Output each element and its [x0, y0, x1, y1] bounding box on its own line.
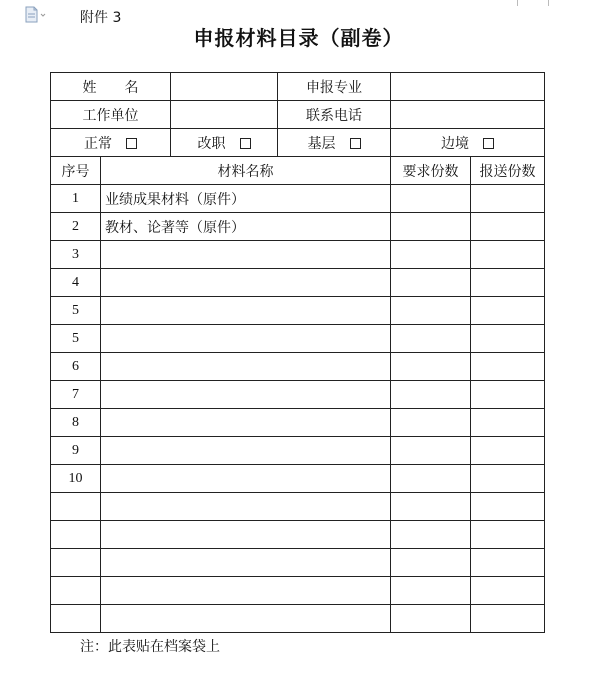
submitted-copies-cell[interactable] — [471, 269, 545, 297]
row-number: 10 — [51, 465, 101, 493]
table-row — [51, 269, 545, 297]
submitted-copies-cell[interactable] — [471, 213, 545, 241]
checkbox[interactable] — [350, 138, 361, 149]
required-copies-cell[interactable] — [391, 353, 471, 381]
row-number — [51, 549, 101, 577]
submitted-copies-cell[interactable] — [471, 353, 545, 381]
table-row — [51, 437, 545, 465]
submitted-copies-cell[interactable] — [471, 297, 545, 325]
material-name-cell[interactable] — [101, 297, 391, 325]
table-row — [51, 213, 545, 241]
row-number: 8 — [51, 409, 101, 437]
category-grassroots[interactable] — [278, 129, 391, 157]
category-row — [51, 129, 545, 157]
material-name-cell[interactable] — [101, 381, 391, 409]
table-row — [51, 325, 545, 353]
material-name-cell[interactable] — [101, 605, 391, 633]
col-header-material-name: 材料名称 — [101, 157, 391, 185]
info-row — [51, 101, 545, 129]
submitted-copies-cell[interactable] — [471, 465, 545, 493]
material-name-cell[interactable] — [101, 549, 391, 577]
margin-corner-mark — [548, 0, 549, 6]
info-row — [51, 73, 545, 101]
submitted-copies-cell[interactable] — [471, 521, 545, 549]
row-number: 9 — [51, 437, 101, 465]
table-row — [51, 297, 545, 325]
row-number: 3 — [51, 241, 101, 269]
name-field[interactable] — [171, 73, 278, 101]
required-copies-cell[interactable] — [391, 577, 471, 605]
phone-label: 联系电话 — [278, 101, 391, 129]
document-title: 申报材料目录（副卷） — [193, 26, 404, 50]
required-copies-cell[interactable] — [391, 465, 471, 493]
required-copies-cell[interactable] — [391, 297, 471, 325]
submitted-copies-cell[interactable] — [471, 605, 545, 633]
submitted-copies-cell[interactable] — [471, 325, 545, 353]
material-name-cell[interactable] — [101, 521, 391, 549]
row-number — [51, 577, 101, 605]
category-border[interactable] — [391, 129, 545, 157]
submitted-copies-cell[interactable] — [471, 577, 545, 605]
material-name-cell[interactable] — [101, 465, 391, 493]
required-copies-cell[interactable] — [391, 325, 471, 353]
category-label: 基层 — [307, 135, 336, 152]
phone-field[interactable] — [391, 101, 545, 129]
table-row — [51, 465, 545, 493]
required-copies-cell[interactable] — [391, 241, 471, 269]
material-name-cell[interactable] — [101, 269, 391, 297]
submitted-copies-cell[interactable] — [471, 409, 545, 437]
table-row — [51, 605, 545, 633]
submitted-copies-cell[interactable] — [471, 549, 545, 577]
required-copies-cell[interactable] — [391, 409, 471, 437]
material-name-cell[interactable]: 教材、论著等（原件） — [101, 213, 391, 241]
submitted-copies-cell[interactable] — [471, 381, 545, 409]
required-copies-cell[interactable] — [391, 521, 471, 549]
unit-field[interactable] — [171, 101, 278, 129]
row-number: 4 — [51, 269, 101, 297]
required-copies-cell[interactable] — [391, 213, 471, 241]
table-row — [51, 353, 545, 381]
unit-label: 工作单位 — [51, 101, 171, 129]
table-row — [51, 521, 545, 549]
checkbox[interactable] — [240, 138, 251, 149]
col-header-required-copies: 要求份数 — [391, 157, 471, 185]
row-number: 7 — [51, 381, 101, 409]
table-row — [51, 549, 545, 577]
submitted-copies-cell[interactable] — [471, 437, 545, 465]
required-copies-cell[interactable] — [391, 185, 471, 213]
row-number: 5 — [51, 325, 101, 353]
table-row — [51, 241, 545, 269]
name-label: 姓 名 — [51, 73, 171, 101]
row-number — [51, 605, 101, 633]
submitted-copies-cell[interactable] — [471, 493, 545, 521]
table-header-row — [51, 157, 545, 185]
table-row — [51, 381, 545, 409]
checkbox[interactable] — [126, 138, 137, 149]
submitted-copies-cell[interactable] — [471, 241, 545, 269]
specialty-label: 申报专业 — [278, 73, 391, 101]
required-copies-cell[interactable] — [391, 493, 471, 521]
category-label: 改职 — [197, 135, 226, 152]
submitted-copies-cell[interactable] — [471, 185, 545, 213]
row-number: 2 — [51, 213, 101, 241]
required-copies-cell[interactable] — [391, 605, 471, 633]
table-row — [51, 493, 545, 521]
required-copies-cell[interactable] — [391, 381, 471, 409]
attachment-label: 附件 3 — [80, 10, 122, 26]
material-name-cell[interactable] — [101, 353, 391, 381]
material-name-cell[interactable] — [101, 325, 391, 353]
margin-corner-mark — [517, 0, 518, 6]
material-name-cell[interactable] — [101, 577, 391, 605]
row-number: 6 — [51, 353, 101, 381]
specialty-field[interactable] — [391, 73, 545, 101]
table-row — [51, 409, 545, 437]
category-normal[interactable] — [51, 129, 171, 157]
material-name-cell[interactable]: 业绩成果材料（原件） — [101, 185, 391, 213]
checkbox[interactable] — [483, 138, 494, 149]
row-number — [51, 521, 101, 549]
category-label: 正常 — [84, 135, 112, 152]
table-row — [51, 185, 545, 213]
required-copies-cell[interactable] — [391, 549, 471, 577]
material-name-cell[interactable] — [101, 493, 391, 521]
row-number: 5 — [51, 297, 101, 325]
row-number: 1 — [51, 185, 101, 213]
row-number — [51, 493, 101, 521]
required-copies-cell[interactable] — [391, 269, 471, 297]
category-label: 边境 — [441, 135, 469, 152]
material-name-cell[interactable] — [101, 409, 391, 437]
table-row — [51, 577, 545, 605]
col-header-submitted-copies: 报送份数 — [471, 157, 545, 185]
material-name-cell[interactable] — [101, 241, 391, 269]
footer-note: 注：此表贴在档案袋上 — [80, 639, 220, 655]
materials-form-table — [50, 72, 545, 633]
category-changed-post[interactable] — [171, 129, 278, 157]
material-name-cell[interactable] — [101, 437, 391, 465]
col-header-no: 序号 — [51, 157, 101, 185]
required-copies-cell[interactable] — [391, 437, 471, 465]
